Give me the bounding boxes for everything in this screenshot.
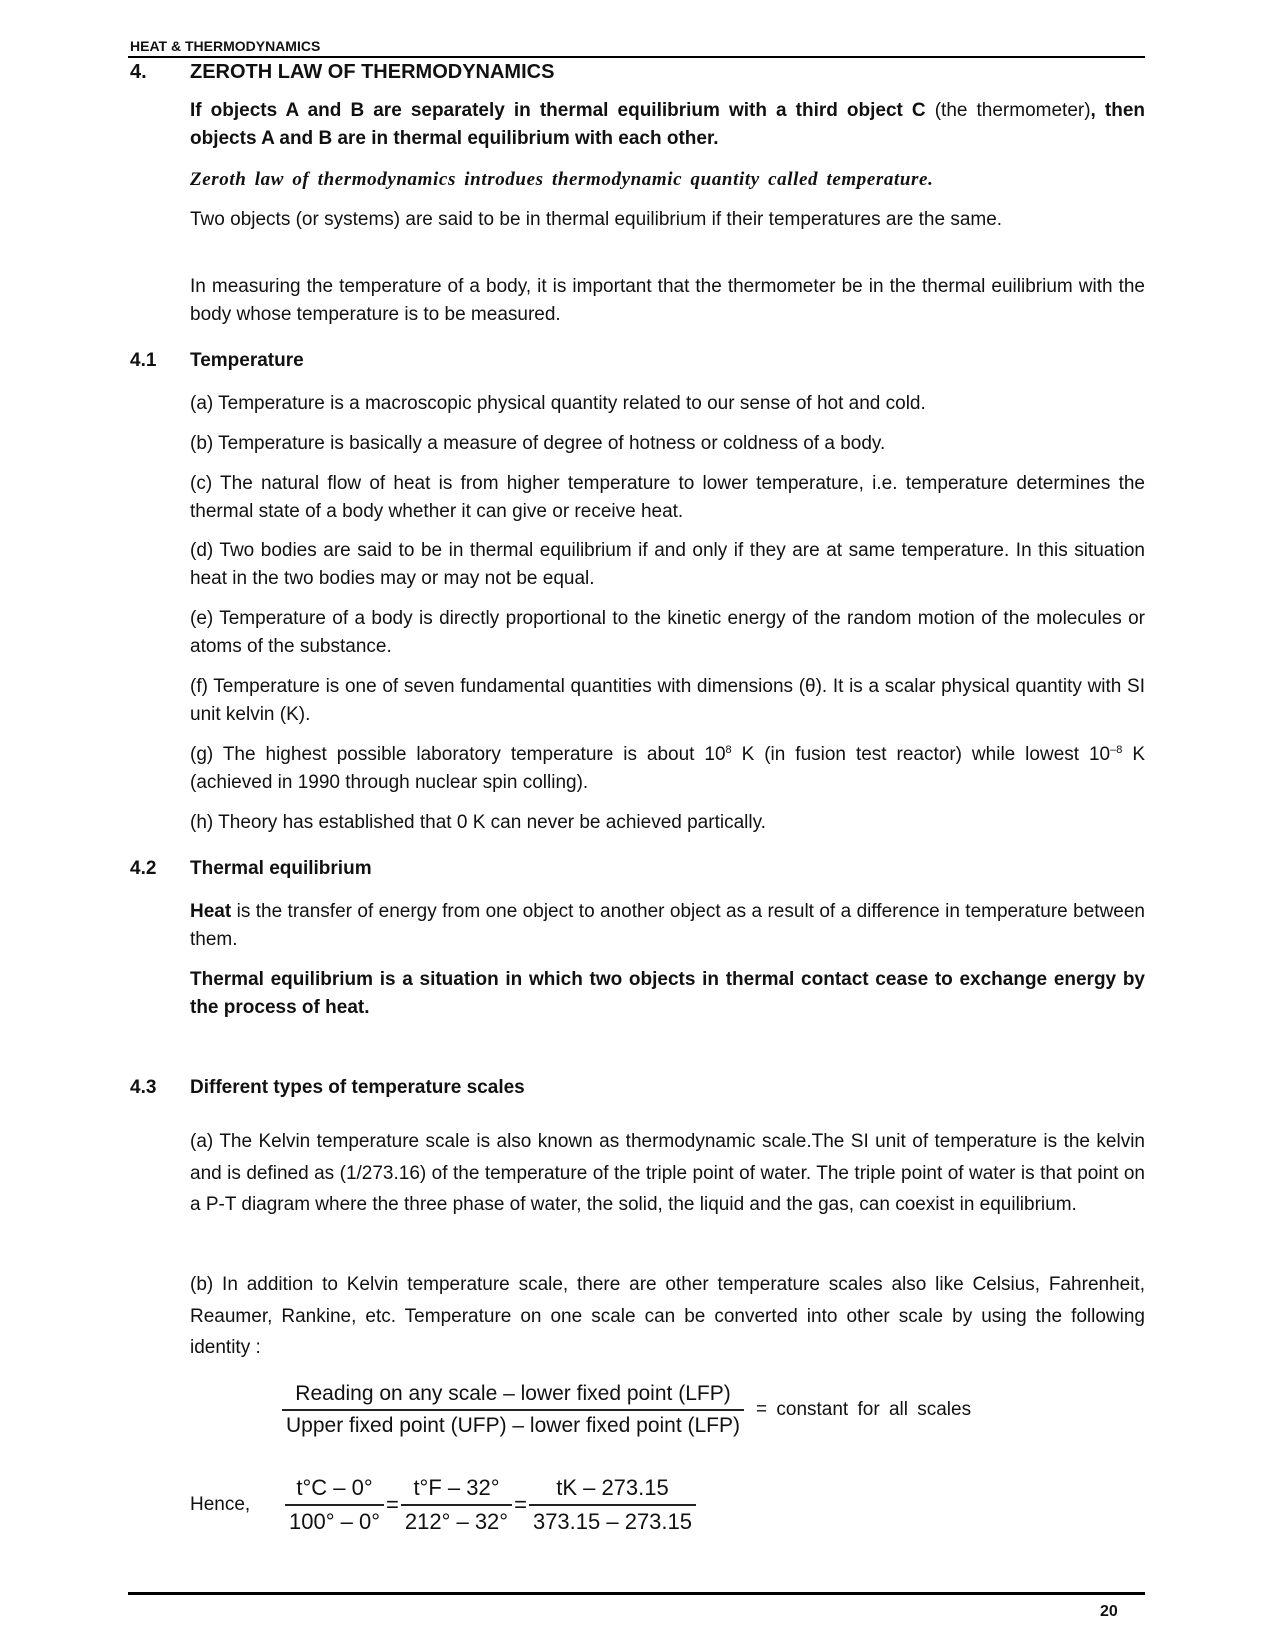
fraction-bar xyxy=(282,1409,744,1411)
section-4-number: 4. xyxy=(130,61,147,83)
header-rule xyxy=(128,56,1145,58)
identity-numerator: Reading on any scale – lower fixed point (LFP) xyxy=(295,1382,731,1405)
identity-denominator: Upper fixed point (UFP) – lower fixed point (LFP) xyxy=(286,1413,741,1437)
superscript-minus-8: –8 xyxy=(1110,744,1123,756)
item-g-text-1: (g) The highest possible laboratory temperature is about 10 xyxy=(190,744,726,765)
measuring-paragraph: In measuring the temperature of a body, it is important that the thermometer be in the thermal euilibrium with the body whose temperature is to be measured. xyxy=(190,276,1145,325)
celsius-numerator: t°C – 0° xyxy=(296,1475,373,1500)
temperature-item-a: (a) Temperature is a macroscopic physical quantity related to our sense of hot and cold. xyxy=(190,393,926,414)
fraction-bar xyxy=(529,1504,696,1506)
temperature-item-b: (b) Temperature is basically a measure of degree of hotness or coldness of a body. xyxy=(190,433,886,454)
law-bold-end: , then objects A and B are in thermal equilibrium with each other. xyxy=(190,100,1145,149)
page-number: 20 xyxy=(1100,1603,1118,1620)
section-4-3-title: Different types of temperature scales xyxy=(190,1077,525,1098)
kelvin-denominator: 373.15 – 273.15 xyxy=(532,1508,692,1534)
section-4-3-number: 4.3 xyxy=(130,1077,157,1098)
item-g-text-2: K (in fusion test reactor) while lowest 10 xyxy=(731,744,1111,765)
temperature-item-h: (h) Theory has established that 0 K can never be achieved partically. xyxy=(190,812,766,833)
equals-sign: = xyxy=(514,1491,527,1517)
thermal-equilibrium-definition: Thermal equilibrium is a situation in which two objects in thermal contact cease to exchange energy by the process of heat. xyxy=(190,969,1145,1018)
heat-definition-text: is the transfer of energy from one object to another object as a result of a difference in temperature between them. xyxy=(190,901,1145,950)
running-header: HEAT & THERMODYNAMICS xyxy=(130,38,321,54)
scale-identity-formula xyxy=(282,1382,971,1438)
other-scales-paragraph: (b) In addition to Kelvin temperature scale, there are other temperature scales also like Celsius, Fahrenheit, Reaumer, Rankine, etc. Temperature on one scale can be converted into other scale by using the following identity : xyxy=(190,1274,1145,1358)
identity-fraction xyxy=(282,1382,744,1438)
zeroth-law-statement xyxy=(190,97,1145,153)
celsius-fraction xyxy=(285,1475,384,1535)
fahrenheit-numerator: t°F – 32° xyxy=(413,1475,500,1500)
heat-definition xyxy=(190,898,1145,954)
kelvin-scale-paragraph: (a) The Kelvin temperature scale is also known as thermodynamic scale.The SI unit of temperature is the kelvin and is defined as (1/273.16) of the temperature of the triple point of water. The triple point of water is that point on a P-T diagram where the three phase of water, the solid, the liquid and the gas, can coexist in equilibrium. xyxy=(190,1131,1145,1215)
section-4-2-title: Thermal equilibrium xyxy=(190,858,372,879)
fahrenheit-denominator: 212° – 32° xyxy=(404,1508,509,1534)
temperature-item-c: (c) The natural flow of heat is from higher temperature to lower temperature, i.e. temperature determines the thermal state of a body whether it can give or receive heat. xyxy=(190,473,1145,522)
heat-term: Heat xyxy=(190,901,232,922)
fraction-bar xyxy=(401,1504,512,1506)
celsius-denominator: 100° – 0° xyxy=(289,1508,380,1534)
conversion-formula xyxy=(190,1475,696,1535)
law-normal-part: (the thermometer) xyxy=(925,100,1091,121)
section-4-2-number: 4.2 xyxy=(130,858,157,879)
section-4-title: ZEROTH LAW OF THERMODYNAMICS xyxy=(190,61,555,83)
zeroth-law-note: Zeroth law of thermodynamics introdues thermodynamic quantity called temperature. xyxy=(190,169,934,190)
section-4-1-title: Temperature xyxy=(190,350,304,371)
law-bold-part: If objects A and B are separately in thermal equilibrium with a third object C xyxy=(190,100,926,121)
section-4-1-number: 4.1 xyxy=(130,350,157,371)
temperature-item-f: (f) Temperature is one of seven fundamental quantities with dimensions (θ). It is a scalar physical quantity with SI unit kelvin (K). xyxy=(190,676,1145,725)
kelvin-fraction xyxy=(529,1475,696,1535)
equilibrium-paragraph: Two objects (or systems) are said to be in thermal equilibrium if their temperatures are the same. xyxy=(190,209,1003,230)
fraction-bar xyxy=(285,1504,384,1506)
item-g-text-3: K (achieved in 1990 through nuclear spin colling). xyxy=(190,744,1145,793)
fahrenheit-fraction xyxy=(401,1475,512,1535)
footer-rule xyxy=(128,1592,1145,1595)
identity-rhs: = constant for all scales xyxy=(756,1398,972,1420)
kelvin-numerator: tK – 273.15 xyxy=(556,1475,669,1500)
temperature-item-e: (e) Temperature of a body is directly proportional to the kinetic energy of the random motion of the molecules or atoms of the substance. xyxy=(190,608,1145,657)
equals-sign: = xyxy=(386,1491,399,1517)
temperature-item-d: (d) Two bodies are said to be in thermal equilibrium if and only if they are at same temperature. In this situation heat in the two bodies may or may not be equal. xyxy=(190,540,1145,589)
hence-label: Hence, xyxy=(190,1493,251,1515)
temperature-item-g xyxy=(190,741,1145,797)
superscript-8: 8 xyxy=(725,744,732,756)
